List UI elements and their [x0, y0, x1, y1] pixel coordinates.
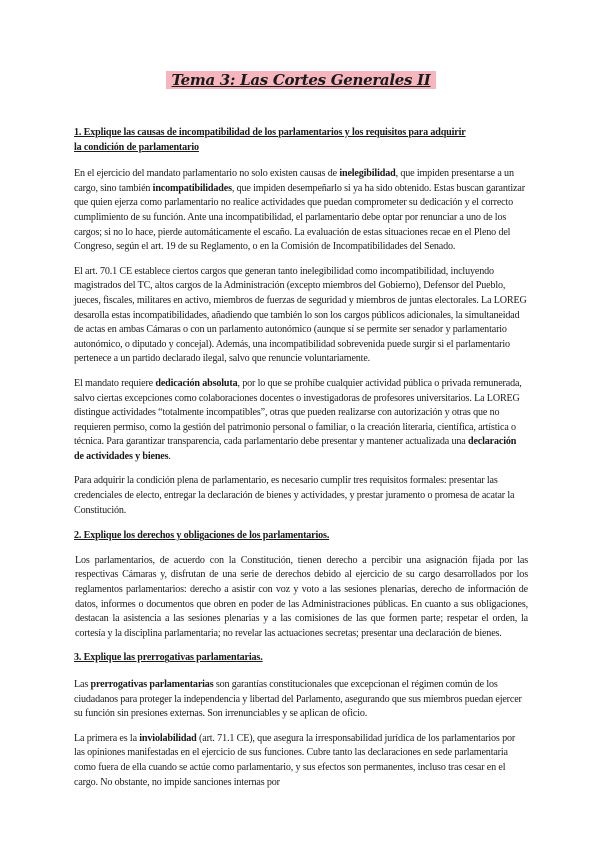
term-inelegibilidad: inelegibilidad — [339, 168, 396, 180]
term-prerrogativas: prerrogativas parlamentarias — [90, 679, 214, 690]
term-inviolabilidad: inviolabilidad — [139, 732, 197, 744]
text-run: , que impiden desempeñarlo si ya ha sido obtenido. Estas buscan garantizar que quien ejerza como parlamentario no realice actividades que puedan comprometer su dedicación y el correcto cumplimiento de su función. Ante una incompatibilidad, el parlamentario debe optar por renunciar a uno de los cargos; si no lo hace, pierde automáticamente el escaño. La evaluación de estas situaciones recae en el Pleno del Congreso, según el art. 19 de su Reglamento, o en la Comisión de Incompatibilidades del Senado. — [74, 182, 525, 253]
document-body — [74, 126, 528, 790]
text-run: (art. 71.1 CE), que asegura la irresponsabilidad jurídica de los parlamentarios por las opiniones manifestadas en el ejercicio de sus funciones. Cubre tanto las declaraciones en sede parlamentaria como fuera de ella cuando se actúe como parlamentario, y sus efectos son permanentes, incluso tras cesar en el cargo. No obstante, no impide sanciones internas por — [74, 732, 516, 788]
q1-paragraph-1 — [74, 167, 528, 255]
text-run: En el ejercicio del mandato parlamentario no solo existen causas de — [74, 168, 340, 180]
text-run: El mandato requiere — [74, 377, 156, 389]
q1-paragraph-3 — [74, 377, 528, 465]
q3-paragraph-1 — [74, 678, 528, 722]
q2-paragraph-1: Los parlamentarios, de acuerdo con la Constitución, tienen derecho a percibir una asignación fijada por las respectivas Cámaras y, disfrutan de una serie de derechos debido al ejercicio de su cargo desarrollados por los reglamentos parlamentarios: derecho a asistir con voz y voto a las sesiones plenarias, derecho de información de datos, informes o documentos que obren en poder de las Administraciones públicas. En cuanto a sus obligaciones, destacan la asistencia a las sesiones plenarias y a las comisiones de las que formen parte; respetar el orden, la cortesía y la disciplina parlamentaria; no revelar las actuaciones secretas; presentar una declaración de bienes. — [75, 554, 528, 639]
term-incompatibilidades: incompatibilidades — [152, 182, 232, 194]
text-run: son garantías constitucionales que excepcionan el régimen común de los ciudadanos para proteger la independencia y libertad del Parlamento, asegurando que sus miembros puedan ejercer su función sin presiones externas. Son irrenunciables y se aplican de oficio. — [74, 679, 522, 720]
q1-paragraph-4: Para adquirir la condición plena de parlamentario, es necesario cumplir tres requisitos formales: presentar las credenciales de electo, entregar la declaración de bienes y actividades, y prestar juramento o promesa de acatar la Constitución. — [74, 475, 515, 516]
question-2-heading: 2. Explique los derechos y obligaciones de los parlamentarios. — [74, 530, 330, 542]
question-1-heading — [74, 126, 528, 155]
q3-paragraph-2 — [74, 732, 528, 790]
question-3-heading: 3. Explique las prerrogativas parlamentarias. — [74, 652, 263, 664]
text-run: Las — [74, 679, 91, 690]
text-run: , por lo que se prohíbe cualquier actividad pública o privada remunerada, salvo ciertas excepciones como colaboraciones docentes o investigadoras de profesores universitarios. La LOREG distingue actividades “totalmente incompatibles”, otras que pueden realizarse con autorización y otras que no requieren permiso, como la gestión del patrimonio personal o familiar, o la creación literaria, científica, artística o técnica. Para garantizar transparencia, cada parlamentario debe presentar y mantener actualizada una — [74, 377, 522, 448]
question-1-heading-line-1: 1. Explique las causas de incompatibilidad de los parlamentarios y los requisitos para adquirir — [74, 127, 466, 138]
term-dedicacion-absoluta: dedicación absoluta — [155, 377, 238, 389]
question-1-heading-line-2: la condición de parlamentario — [74, 141, 199, 153]
text-run: . — [168, 450, 171, 462]
text-run: La primera es la — [74, 732, 140, 744]
text-run: , que impiden presentarse a un cargo, sino también — [74, 168, 514, 194]
q1-paragraph-2: El art. 70.1 CE establece ciertos cargos que generan tanto inelegibilidad como incompatibilidad, incluyendo magistrados del TC, altos cargos de la Administración (excepto miembros del Gobierno), Defensor del Pueblo, jueces, fiscales, militares en activo, miembros de fuerzas de seguridad y miembros de juntas electorales. La LOREG desarolla estas incompatibilidades, añadiendo que también lo son los cargos públicos adicionales, la simultaneidad de actas en ambas Cámaras o con un parlamento autonómico (aunque sí se permite ser senador y parlamentario autonómico, o diputado y concejal). Además, una incompatibilidad sobrevenida puede surgir si el parlamentario pertenece a un partido declarado ilegal, salvo que renuncie voluntariamente. — [74, 265, 527, 365]
title-container — [74, 0, 528, 91]
term-declaracion-actividades: declaración de actividades y bienes — [74, 436, 517, 462]
page-title: Tema 3: Las Cortes Generales II — [166, 71, 437, 89]
